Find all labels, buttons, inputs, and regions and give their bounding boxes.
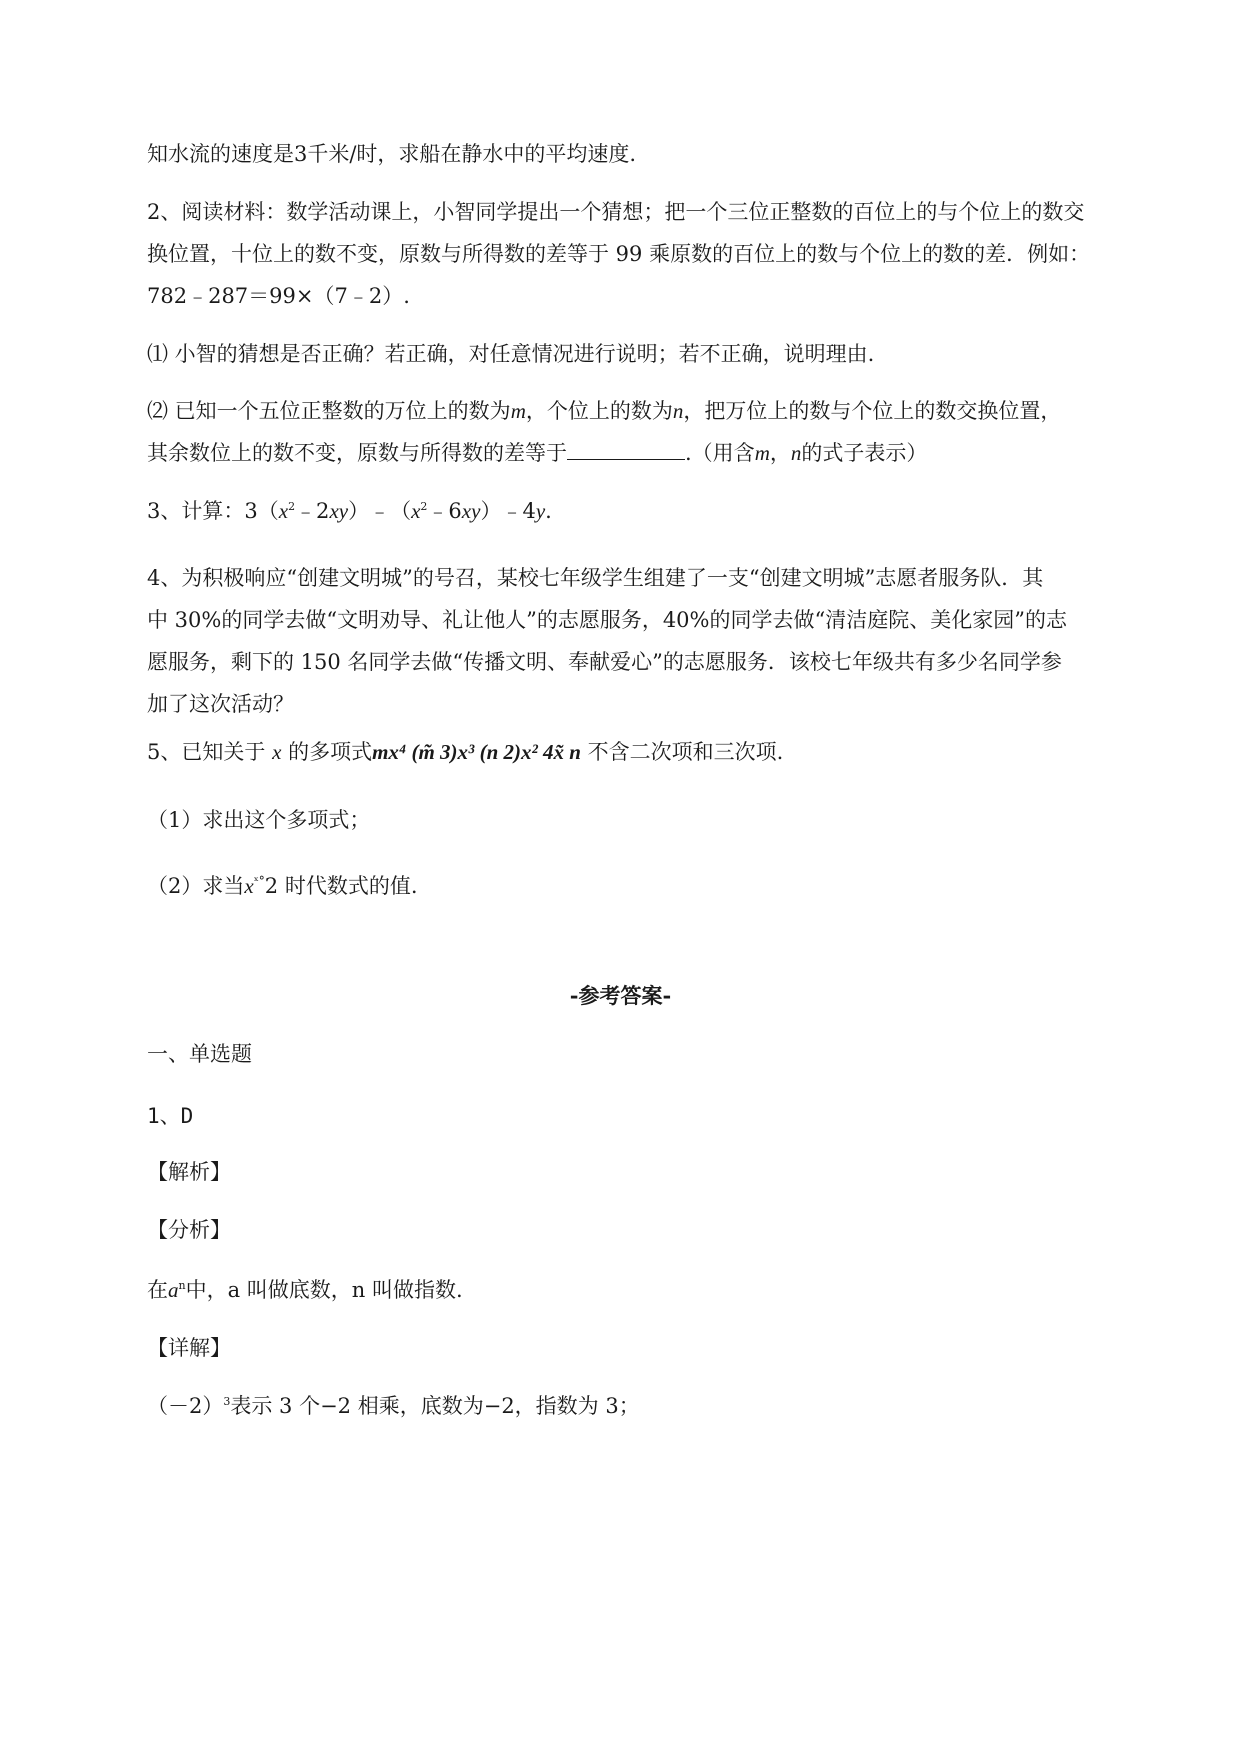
q2-line3: 782﹣287＝99×（7﹣2）. xyxy=(147,284,410,308)
question-3: 3、计算：$3(x^2﹣2xy)﹣(x^2﹣6xy)﹣4y$. xyxy=(147,499,552,523)
question-2 xyxy=(147,198,1157,324)
q2-sub2-line1: ⑵ 已知一个五位正整数的万位上的数为m，个位上的数为n，把万位上的数与个位上的数交换位置， xyxy=(147,399,1062,423)
answer-section-title: 一、单选题 xyxy=(147,1042,252,1066)
answer-heading: -参考答案- xyxy=(569,983,672,1008)
q2-sub2-line2: 其余数位上的数不变，原数与所得数的差等于 .（用含m，n的式子表示） xyxy=(147,441,928,465)
q4-line2: 中 30%的同学去做“文明劝导、礼让他人”的志愿服务，40%的同学去做“清洁庭院、美化家园”的志 xyxy=(147,608,1067,632)
detail-text: $(-2)^3$表示 3 个−2 相乘，底数为−2，指数为 3； xyxy=(147,1394,640,1418)
polynomial-expression: mx⁴ (m̃ 3)x³ (n 2)x² 4x̃ n xyxy=(372,740,581,764)
q2-sub2 xyxy=(147,397,1157,481)
q2-line2: 换位置，十位上的数不变，原数与所得数的差等于 99 乘原数的百位上的数与个位上的数的差．例如： xyxy=(147,242,1091,266)
q2-line1: 2、阅读材料：数学活动课上，小智同学提出一个猜想；把一个三位正整数的百位上的与个位上的数交 xyxy=(147,200,1085,224)
label-jiexi: 【解析】 xyxy=(147,1160,231,1184)
label-fenxi: 【分析】 xyxy=(147,1218,231,1242)
answer-blank xyxy=(567,439,685,460)
q5-sub1: （1）求出这个多项式； xyxy=(147,808,371,832)
question-5: 5、已知关于 x 的多项式mx⁴ (m̃ 3)x³ (n 2)x² 4x̃ n 不含二次项和三次项. xyxy=(147,740,784,764)
q4-line1: 4、为积极响应“创建文明城”的号召，某校七年级学生组建了一支“创建文明城”志愿者服务队．其 xyxy=(147,566,1044,590)
fenxi-text: 在$a^n$中，a 叫做底数，n 叫做指数. xyxy=(147,1278,463,1302)
answer-item-1: 1、D xyxy=(147,1104,194,1128)
q4-line3: 愿服务，剩下的 150 名同学去做“传播文明、奉献爱心”的志愿服务．该校七年级共有多少名同学参 xyxy=(147,650,1062,674)
question-4 xyxy=(147,564,1157,732)
q2-sub1: ⑴ 小智的猜想是否正确？若正确，对任意情况进行说明；若不正确，说明理由. xyxy=(147,342,875,366)
q5-sub2: （2）求当$x^{ˣ^\circ}2$ 时代数式的值. xyxy=(147,874,418,898)
q1-tail: 知水流的速度是3千米/时，求船在静水中的平均速度. xyxy=(147,142,637,166)
label-xiangjie: 【详解】 xyxy=(147,1336,231,1360)
q4-line4: 加了这次活动？ xyxy=(147,692,294,716)
